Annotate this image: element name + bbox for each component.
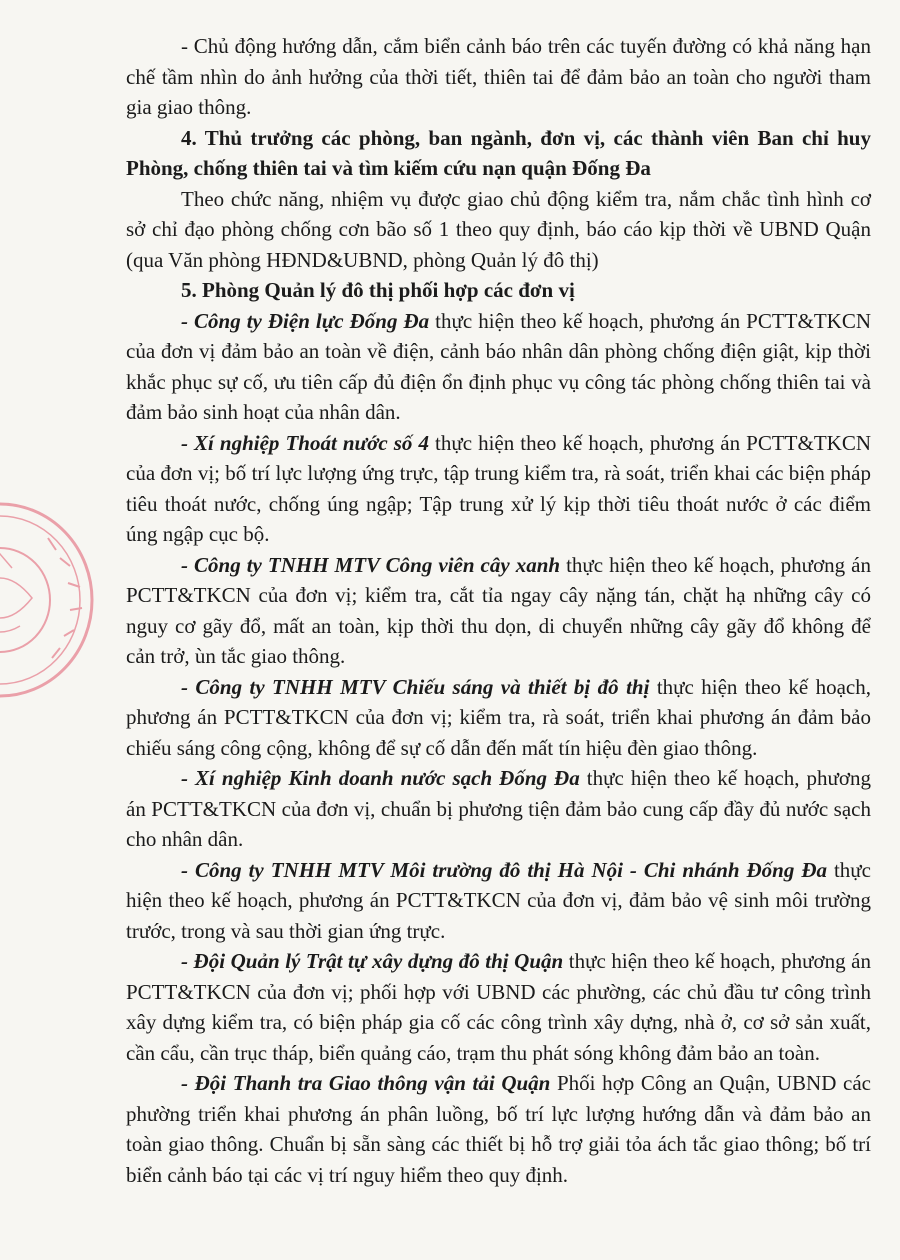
org-name: - Xí nghiệp Kinh doanh nước sạch Đống Đa: [181, 766, 580, 790]
org-name: - Công ty TNHH MTV Công viên cây xanh: [181, 552, 561, 577]
list-item: [126, 550, 871, 672]
item-text: thực hiện theo kế hoạch, phương án PCTT&TKCN của đơn vị, đảm bảo vệ sinh môi trường trước, trong và sau thời gian ứng trực.: [126, 857, 871, 943]
item-text: thực hiện theo kế hoạch, phương án PCTT&TKCN của đơn vị, chuẩn bị phương tiện đảm bảo cung cấp đầy đủ nước sạch cho nhân dân.: [126, 766, 871, 851]
bullet-weather-warning: - Chủ động hướng dẫn, cắm biển cảnh báo trên các tuyến đường có khả năng hạn chế tầm nhìn do ảnh hưởng của thời tiết, thiên tai để đảm bảo an toàn cho người tham gia giao thông.: [126, 34, 871, 119]
item-text: thực hiện theo kế hoạch, phương án PCTT&TKCN của đơn vị; bố trí lực lượng ứng trực, tập trung kiểm tra, rà soát, triển khai các biện pháp tiêu thoát nước, chống úng ngập; Tập trung xử lý kịp thời tiêu thoát nước ở các điểm úng ngập cục bộ.: [126, 430, 871, 546]
org-name: - Công ty Điện lực Đống Đa: [181, 308, 430, 333]
list-item: [126, 672, 871, 764]
list-item: [126, 306, 871, 428]
list-item: [126, 428, 871, 550]
org-name: - Đội Quản lý Trật tự xây dựng đô thị Quận: [181, 949, 564, 973]
section-5-heading: 5. Phòng Quản lý đô thị phối hợp các đơn vị: [181, 278, 575, 302]
section-4-paragraph: Theo chức năng, nhiệm vụ được giao chủ động kiểm tra, nắm chắc tình hình cơ sở chỉ đạo phòng chống cơn bão số 1 theo quy định, báo cáo kịp thời về UBND Quận (qua Văn phòng HĐND&UBND, phòng Quản lý đô thị): [126, 186, 871, 272]
org-name: - Đội Thanh tra Giao thông vận tải Quận: [181, 1071, 551, 1095]
org-name: - Xí nghiệp Thoát nước số 4: [181, 430, 429, 455]
list-item: [126, 855, 871, 947]
item-text: Phối hợp Công an Quận, UBND các phường triển khai phương án phân luồng, bố trí lực lượng hướng dẫn và đảm bảo an toàn giao thông. Chuẩn bị sẵn sàng các thiết bị hỗ trợ giải tỏa ách tắc giao thông; bố trí biển cảnh báo tại các vị trí nguy hiểm theo quy định.: [126, 1071, 871, 1187]
item-text: thực hiện theo kế hoạch, phương án PCTT&TKCN của đơn vị; kiểm tra, cắt tỉa ngay cây nặng tán, chặt hạ những cây có nguy cơ gãy đổ, mất an toàn, kịp thời thu dọn, di chuyển những cây gãy đổ không để cản trở, ùn tắc giao thông.: [126, 552, 872, 668]
list-item: [126, 763, 871, 855]
org-name: - Công ty TNHH MTV Môi trường đô thị Hà Nội - Chi nhánh Đống Đa: [181, 857, 827, 882]
document-body: [126, 31, 871, 1190]
item-text: thực hiện theo kế hoạch, phương án PCTT&TKCN của đơn vị đảm bảo an toàn về điện, cảnh báo nhân dân phòng chống điện giật, kịp thời khắc phục sự cố, ưu tiên cấp đủ điện ổn định phục vụ công tác phòng chống thiên tai và đảm bảo sinh hoạt của nhân dân.: [126, 308, 871, 424]
item-text: thực hiện theo kế hoạch, phương án PCTT&TKCN của đơn vị; kiểm tra, rà soát, triển khai phương án đảm bảo chiếu sáng công cộng, không để sự cố dẫn đến mất tín hiệu đèn giao thông.: [126, 674, 871, 760]
list-item: [126, 1068, 871, 1190]
org-name: - Công ty TNHH MTV Chiếu sáng và thiết bị đô thị: [181, 674, 650, 699]
item-text: thực hiện theo kế hoạch, phương án PCTT&TKCN của đơn vị; phối hợp với UBND các phường, các chủ đầu tư công trình xây dựng kiểm tra, có biện pháp gia cố các công trình xây dựng, nhà ở, cơ sở sản xuất, cần cẩu, cần trục tháp, biển quảng cáo, trạm thu phát sóng không đảm bảo an toàn.: [126, 949, 871, 1065]
list-item: [126, 946, 871, 1068]
red-seal-stamp: [0, 498, 98, 703]
section-4-heading: 4. Thủ trưởng các phòng, ban ngành, đơn vị, các thành viên Ban chỉ huy Phòng, chống thiên tai và tìm kiếm cứu nạn quận Đống Đa: [126, 125, 871, 180]
